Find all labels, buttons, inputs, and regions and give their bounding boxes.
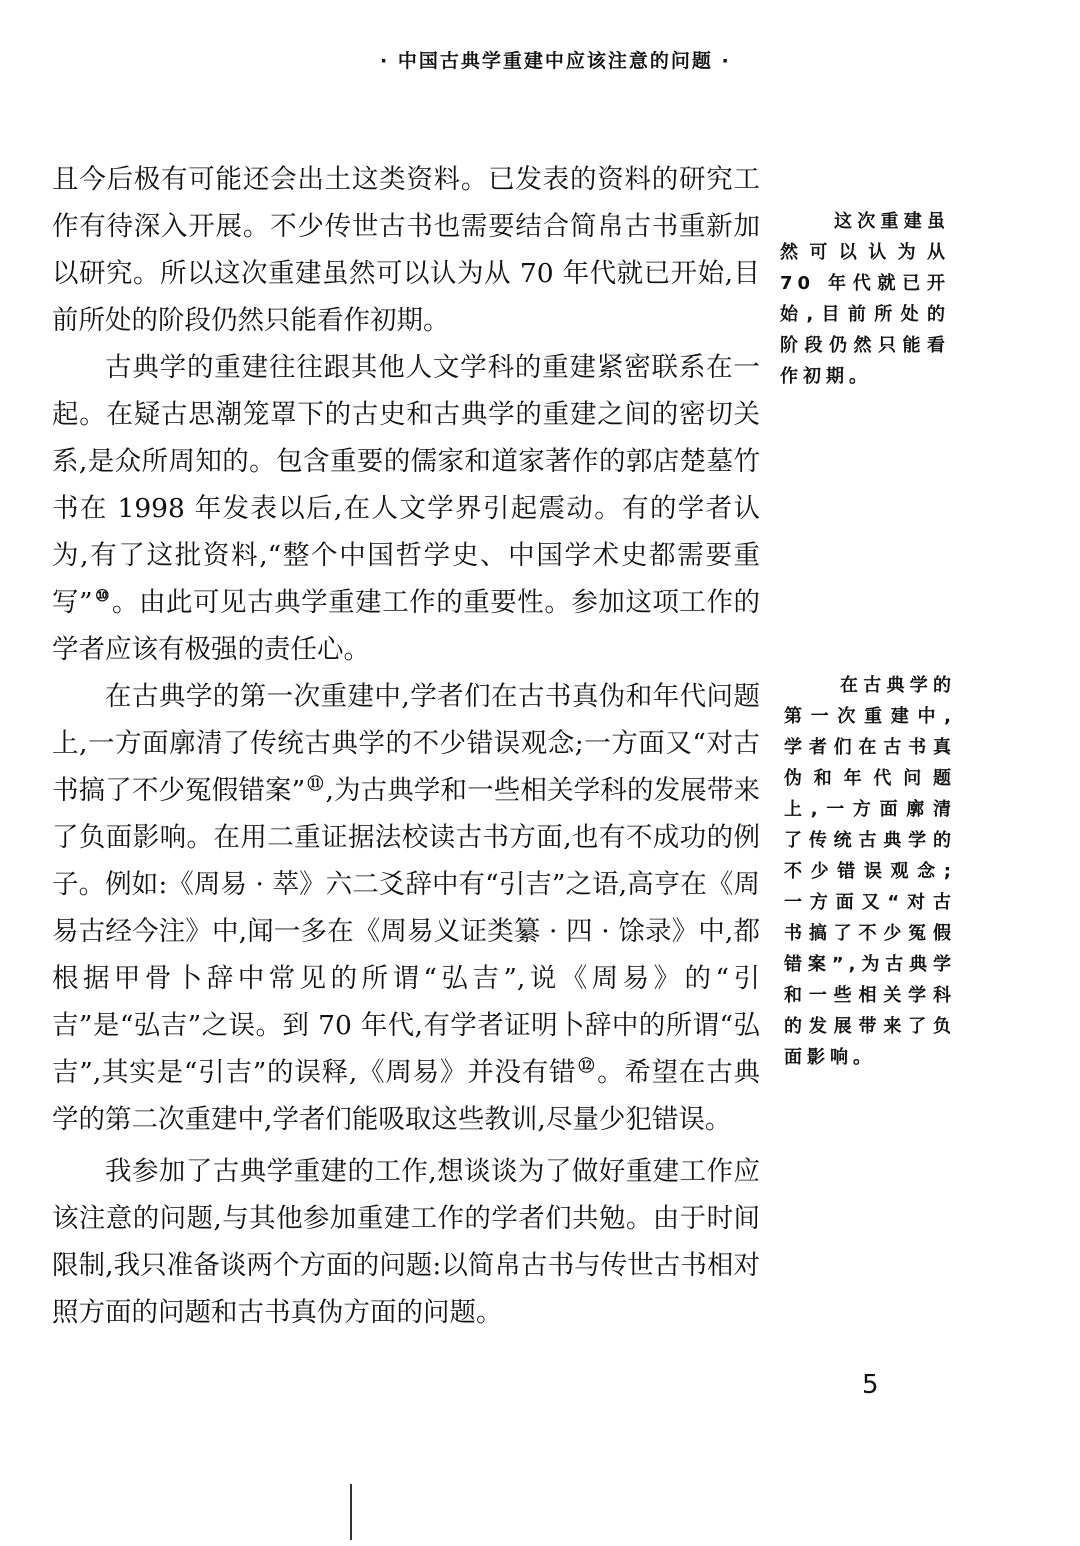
body-text [52, 156, 760, 1336]
paragraph-2 [52, 344, 760, 673]
footnote-ref-10[interactable]: ⑩ [94, 586, 110, 606]
binding-edge-mark [350, 1484, 352, 1540]
running-header: · 中国古典学重建中应该注意的问题 · [380, 50, 731, 72]
paragraph-1: 且今后极有可能还会出土这类资料。已发表的资料的研究工作有待深入开展。不少传世古书也需要结合简帛古书重新加以研究。所以这次重建虽然可以认为从 70 年代就已开始,目前所处的阶段仍然只能看作初期。 [52, 164, 760, 336]
paragraph-3-text-before: 在古典学的第一次重建中,学者们在古书真伪和年代问题上,一方面廓清了传统古典学的不少错误观念;一方面又“对古书搞了不少冤假错案” [52, 681, 760, 806]
footnote-ref-11[interactable]: ⑪ [307, 774, 324, 794]
paragraph-3-text-after: 。希望在古典学的第二次重建中,学者们能吸取这些教训,尽量少犯错误。 [52, 1057, 760, 1135]
page-number: 5 [862, 1370, 879, 1400]
margin-note-1: 这次重建虽然可以认为从 70 年代就已开始,目前所处的阶段仍然只能看作初期。 [780, 211, 950, 387]
paragraph-2-text-before: 古典学的重建往往跟其他人文学科的重建紧密联系在一起。在疑古思潮笼罩下的古史和古典学的重建之间的密切关系,是众所周知的。包含重要的儒家和道家著作的郭店楚墓竹书在 1998 年发表以后,在人文学界引起震动。有的学者认为,有了这批资料,“整个中国哲学史、中国学术史都需要重写” [52, 352, 760, 618]
paragraph-4: 我参加了古典学重建的工作,想谈谈为了做好重建工作应该注意的问题,与其他参加重建工作的学者们共勉。由于时间限制,我只准备谈两个方面的问题:以简帛古书与传世古书相对照方面的问题和古书真伪方面的问题。 [52, 1156, 760, 1328]
paragraph-3-text-middle: ,为古典学和一些相关学科的发展带来了负面影响。在用二重证据法校读古书方面,也有不成功的例子。例如:《周易 · 萃》六二爻辞中有“引吉”之语,高亨在《周易古经今注》中,闻一多在《周易义证类纂 · 四 · 馀录》中,都根据甲骨卜辞中常见的所谓“弘吉”,说《周易》的“引吉”是“弘吉”之误。到 70 年代,有学者证明卜辞中的所谓“弘吉”,其实是“引吉”的误释,《周易》并没有错 [52, 775, 760, 1088]
footnote-ref-12[interactable]: ⑫ [578, 1056, 596, 1076]
margin-note-2: 在古典学的第一次重建中,学者们在古书真伪和年代问题上,一方面廓清了传统古典学的不少错误观念;一方面又“对古书搞了不少冤假错案”,为古典学和一些相关学科的发展带来了负面影响。 [784, 675, 956, 1068]
paragraph-3 [52, 673, 760, 1143]
paragraph-2-text-after: 。由此可见古典学重建工作的重要性。参加这项工作的学者应该有极强的责任心。 [52, 587, 760, 665]
